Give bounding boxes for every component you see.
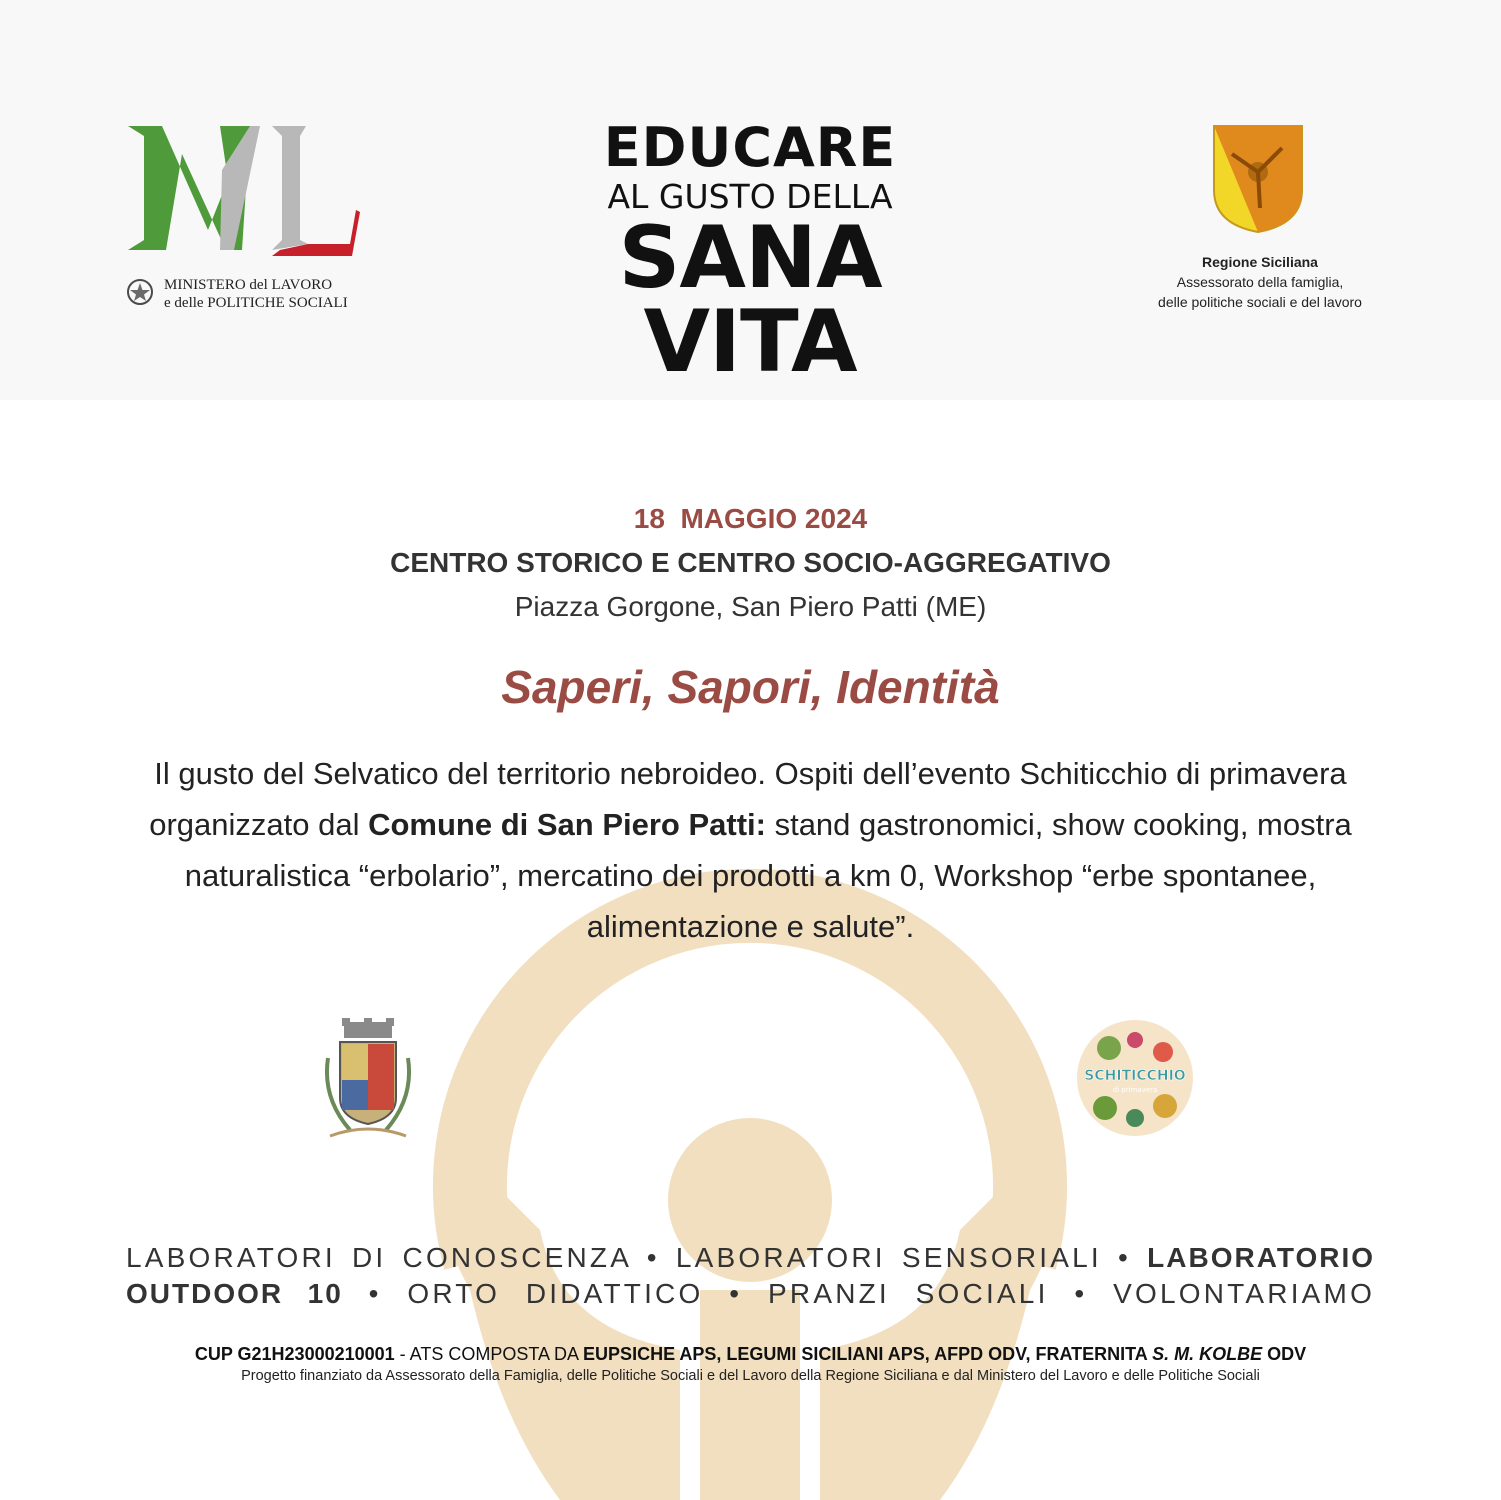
region-line2: delle politiche sociali e del lavoro: [1158, 294, 1362, 310]
cup-mid: - ATS COMPOSTA DA: [394, 1344, 584, 1364]
region-caption: [1130, 252, 1390, 312]
title-line2: AL GUSTO DELLA: [607, 177, 893, 216]
event-venue: CENTRO STORICO E CENTRO SOCIO-AGGREGATIVO: [390, 547, 1111, 578]
activities-line2: [126, 1276, 1375, 1312]
italian-emblem-icon: [126, 278, 154, 306]
description-part1: Il gusto del Selvatico del territorio nebroideo. Ospiti dell’evento Schiticchio di primavera organizzato dal: [149, 756, 1347, 842]
ministry-line1: MINISTERO del LAVORO: [164, 277, 333, 293]
bullet: •: [368, 1278, 382, 1309]
activity-item: PRANZI SOCIALI: [768, 1278, 1049, 1309]
event-date: 18 MAGGIO 2024: [633, 503, 868, 534]
kolbe: S. M. KOLBE: [1152, 1344, 1263, 1364]
bullet: •: [729, 1278, 743, 1309]
cup-line: [126, 1344, 1375, 1365]
bullet: •: [1118, 1242, 1132, 1273]
ministry-caption: [164, 276, 348, 312]
description-part2: stand gastronomici, show cooking, mostra naturalistica “erbolario”, mercatino dei prodotti a km 0, Workshop “erbe spontanee, alimentazione e salute”.: [184, 807, 1352, 944]
funding-note: Progetto finanziato da Assessorato della Famiglia, delle Politiche Sociali e del Lavoro della Regione Siciliana e dal Ministero del Lavoro e delle Politiche Sociali: [241, 1368, 1260, 1384]
title-line4: VITA: [643, 292, 857, 392]
activities-line1: [126, 1240, 1375, 1276]
activity-item: LABORATORI DI CONOSCENZA: [126, 1242, 631, 1273]
event-address: Piazza Gorgone, San Piero Patti (ME): [514, 591, 987, 622]
activity-item: ORTO DIDATTICO: [407, 1278, 704, 1309]
region-name: Regione Siciliana: [1202, 254, 1318, 270]
event-description: [130, 748, 1371, 952]
schiticchio-logo: [1075, 1018, 1195, 1138]
campaign-title: [560, 116, 940, 392]
bullet: •: [646, 1242, 660, 1273]
activity-item: LABORATORI SENSORIALI: [675, 1242, 1102, 1273]
region-shield-icon: [1212, 124, 1304, 234]
title-line3: SANA: [618, 208, 882, 308]
activity-item: OUTDOOR 10: [126, 1278, 343, 1309]
activities-list: [126, 1240, 1375, 1312]
schiticchio-title: SCHITICCHIO: [1084, 1068, 1186, 1084]
ministry-line2: e delle POLITICHE SOCIALI: [164, 295, 348, 311]
title-line1: EDUCARE: [603, 116, 897, 179]
partners: EUPSICHE APS, LEGUMI SICILIANI APS, AFPD ODV, FRATERNITA: [583, 1344, 1153, 1364]
bullet: •: [1074, 1278, 1088, 1309]
activity-item: LABORATORIO: [1147, 1242, 1376, 1273]
description-bold: Comune di San Piero Patti:: [368, 807, 766, 842]
odv: ODV: [1262, 1344, 1307, 1364]
event-subtitle: Saperi, Sapori, Identità: [501, 661, 1000, 713]
municipality-coat-of-arms: [320, 1018, 416, 1148]
activity-item: VOLONTARIAMO: [1113, 1278, 1376, 1309]
schiticchio-subtitle: di primavera: [1112, 1086, 1158, 1094]
cup-code: CUP G21H23000210001: [194, 1344, 395, 1364]
region-line1: Assessorato della famiglia,: [1176, 274, 1344, 290]
